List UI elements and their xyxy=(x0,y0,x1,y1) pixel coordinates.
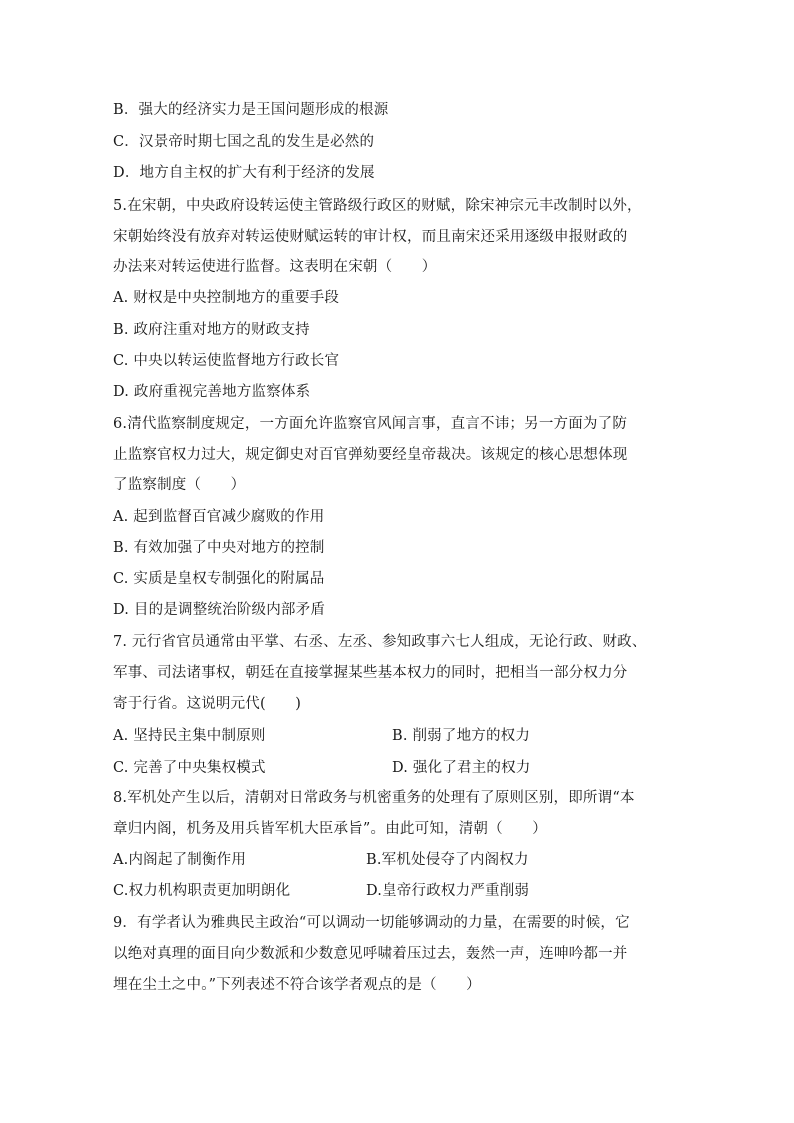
q6-stem-line-1: 6.清代监察制度规定，一方面允许监察官风闻言事，直言不讳；另一方面为了防 xyxy=(113,416,628,432)
q8-option-c: C.权力机构职责更加明朗化 xyxy=(113,883,291,899)
q5-option-d: D. 政府重视完善地方监察体系 xyxy=(113,384,311,400)
q7-option-b: B. 削弱了地方的权力 xyxy=(392,728,531,744)
q5-option-c: C. 中央以转运使监督地方行政长官 xyxy=(113,353,340,369)
q5-stem-line-1: 5.在宋朝，中央政府设转运使主管路级行政区的财赋，除宋神宗元丰改制时以外， xyxy=(113,198,642,214)
q6-option-d: D. 目的是调整统治阶级内部矛盾 xyxy=(113,602,326,618)
q4-option-d: D．地方自主权的扩大有利于经济的发展 xyxy=(113,165,375,181)
q8-stem-line-2: 章归内阁，机务及用兵皆军机大臣承旨”。由此可知，清朝（ ） xyxy=(113,821,547,837)
q6-stem-line-3: 了监察制度（ ） xyxy=(113,477,246,493)
q5-stem-line-2: 宋朝始终没有放弃对转运使财赋运转的审计权，而且南宋还采用逐级申报财政的 xyxy=(113,229,628,245)
q5-stem-line-3: 办法来对转运使进行监督。这表明在宋朝（ ） xyxy=(113,259,437,275)
q7-option-d: D. 强化了君主的权力 xyxy=(392,760,531,776)
q7-stem-line-1: 7. 元行省官员通常由平掌、右丞、左丞、参知政事六七人组成，无论行政、财政、 xyxy=(113,634,647,650)
q7-option-a: A. 坚持民主集中制原则 xyxy=(113,728,266,744)
q5-option-a: A. 财权是中央控制地方的重要手段 xyxy=(113,290,340,306)
q9-stem-line-2: 以绝对真理的面目向少数派和少数意见呼啸着压过去，轰然一声，连呻吟都一并 xyxy=(113,946,628,962)
q7-stem-line-3: 寄于行省。这说明元代( ) xyxy=(113,696,302,712)
q5-option-b: B. 政府注重对地方的财政支持 xyxy=(113,322,310,338)
q7-option-c: C. 完善了中央集权模式 xyxy=(113,760,266,776)
q8-option-a: A.内阁起了制衡作用 xyxy=(113,852,247,868)
q6-option-a: A. 起到监督百官减少腐败的作用 xyxy=(113,509,325,525)
q7-stem-line-2: 军事、司法诸事权，朝廷在直接掌握某些基本权力的同时，把相当一部分权力分 xyxy=(113,665,628,681)
q4-option-b: B．强大的经济实力是王国问题形成的根源 xyxy=(113,102,389,118)
q4-option-c: C．汉景帝时期七国之乱的发生是必然的 xyxy=(113,134,375,150)
q8-option-d: D.皇帝行政权力严重削弱 xyxy=(366,883,530,899)
q8-stem-line-1: 8.军机处产生以后，清朝对日常政务与机密重务的处理有了原则区别，即所谓“本 xyxy=(113,790,635,806)
q9-stem-line-1: 9．有学者认为雅典民主政治“可以调动一切能够调动的力量，在需要的时候，它 xyxy=(113,915,630,931)
q9-stem-line-3: 埋在尘土之中。”下列表述不符合该学者观点的是（ ） xyxy=(113,977,481,993)
q8-option-b: B.军机处侵夺了内阁权力 xyxy=(366,852,529,868)
q6-option-c: C. 实质是皇权专制强化的附属品 xyxy=(113,571,325,587)
q6-option-b: B. 有效加强了中央对地方的控制 xyxy=(113,540,325,556)
q6-stem-line-2: 止监察官权力过大，规定御史对百官弹劾要经皇帝裁决。该规定的核心思想体现 xyxy=(113,447,628,463)
